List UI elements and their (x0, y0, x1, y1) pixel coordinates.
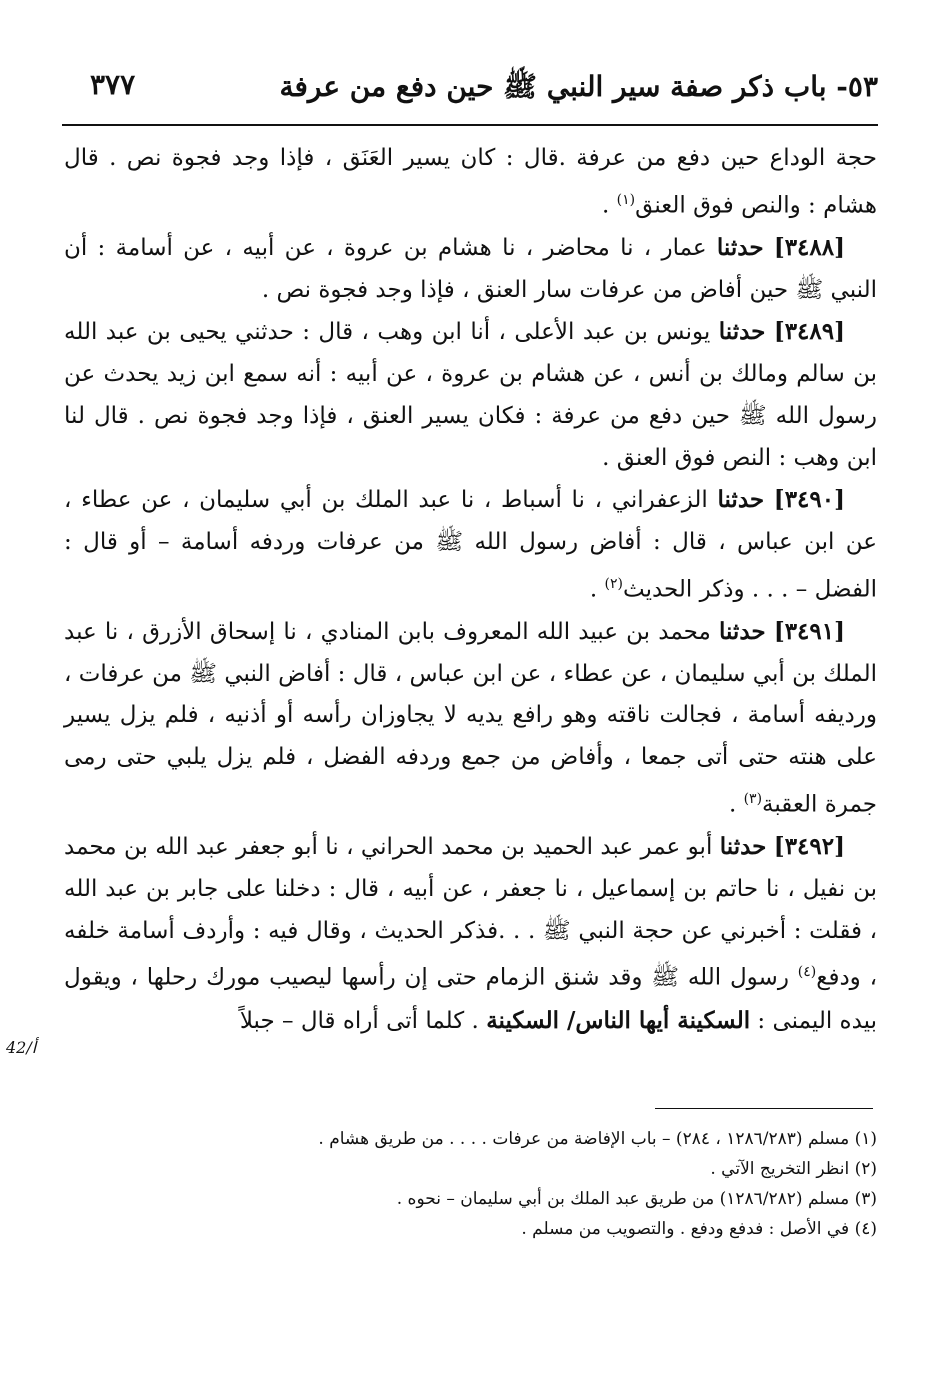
paragraph-text: حجة الوداع حين دفع من عرفة .قال : كان يسير العَنَق ، فإذا وجد فجوة نص . قال هشام : والنص فوق العنق (64, 145, 877, 219)
footnote-ref: (٢) (604, 575, 623, 592)
footnote-4: (٤) في الأصل : فدفع ودفع . والتصويب من مسلم . (521, 1219, 877, 1239)
hadith-3491 (64, 611, 877, 826)
footnote-ref: (٤) (797, 964, 817, 981)
footnote-ref: (١) (616, 191, 636, 208)
haddathana: حدثنا (718, 618, 766, 646)
haddathana: حدثنا (718, 318, 766, 346)
hadith-tail: . (589, 576, 605, 603)
hadith-number: [٣٤٨٨] (773, 234, 846, 262)
haddathana: حدثنا (717, 486, 765, 514)
footnote-1: (١) مسلم (١٢٨٦/٢٨٣ ، ٢٨٤) – باب الإفاضة من عرفات . . . . من طريق هشام . (318, 1129, 877, 1149)
haddathana: حدثنا (719, 833, 767, 861)
hadith-tail: . (728, 791, 744, 818)
hadith-number: [٣٤٩١] (773, 618, 846, 646)
paragraph-tail: . (602, 192, 617, 219)
hadith-number: [٣٤٨٩] (773, 318, 846, 346)
hadith-text: أبو عمر عبد الحميد بن محمد الحراني ، نا أبو جعفر عبد الله بن محمد بن نفيل ، نا حاتم بن إسماعيل ، نا جعفر ، عن أبيه ، قال : دخلنا على جابر بن عبد الله ، فقلت : أخبرني عن حجة النبي ﷺ . . .فذكر الحديث ، وقال فيه : وأردف أسامة خلفه ، ودفع (64, 834, 877, 991)
footnote-2: (٢) انظر التخريج الآتي . (710, 1159, 877, 1179)
paragraph-continuation (64, 138, 877, 227)
footnote-ref: (٣) (743, 790, 763, 807)
emphasized-quote: السكينة أيها الناس/ السكينة (486, 1006, 751, 1034)
hadith-3492 (64, 826, 877, 1042)
chapter-title: ٥٣- باب ذكر صفة سير النبي ﷺ حين دفع من عرفة (279, 70, 878, 103)
header-divider (62, 124, 878, 126)
hadith-text-end: . كلما أتى أراه قال – جبلاً (239, 1007, 487, 1034)
footnotes (64, 1124, 877, 1244)
manuscript-folio-note: 42/أ (6, 1038, 37, 1057)
main-text (64, 138, 877, 1042)
hadith-text: عمار ، نا محاضر ، نا هشام بن عروة ، عن أبيه ، عن أسامة : أن النبي ﷺ حين أفاض من عرفات سار العنق ، فإذا وجد فجوة نص . (64, 235, 877, 303)
hadith-3488 (64, 227, 877, 311)
page-header (90, 62, 878, 112)
footnote-3: (٣) مسلم (١٢٨٦/٢٨٢) من طريق عبد الملك بن أبي سليمان – نحوه . (396, 1189, 877, 1209)
footnote-divider (655, 1108, 873, 1109)
hadith-text: الزعفراني ، نا أسباط ، نا عبد الملك بن أبي سليمان ، عن عطاء ، عن ابن عباس ، قال : أفاض رسول الله ﷺ من عرفات وردفه أسامة – أو قال : الفضل – . . . وذكر الحديث (64, 487, 877, 603)
hadith-text: محمد بن عبيد الله المعروف بابن المنادي ، نا إسحاق الأزرق ، نا عبد الملك بن أبي سليمان ، عن عطاء ، عن ابن عباس ، قال : أفاض النبي ﷺ من عرفات ، ورديفه أسامة ، فجالت ناقته وهو رافع يديه لا يجاوزان رأسه أو أذنيه ، فلم يزل يسير على هنته حتى أتى جمعا ، وأفاض من جمع وردفه الفضل ، فلم يزل يلبي حتى رمى جمرة العقبة (64, 619, 878, 818)
hadith-3490 (64, 479, 877, 611)
hadith-3489 (64, 311, 877, 479)
hadith-text: يونس بن عبد الأعلى ، أنا ابن وهب ، قال : حدثني يحيى بن عبد الله بن سالم ومالك بن أنس ، عن هشام بن عروة ، عن أبيه : أنه سمع ابن زيد يحدث عن رسول الله ﷺ حين دفع من عرفة : فكان يسير العنق ، فإذا وجد فجوة نص . قال لنا ابن وهب : النص فوق العنق . (64, 319, 877, 471)
hadith-number: [٣٤٩٢] (773, 833, 845, 861)
hadith-text-continued: رسول الله ﷺ وقد شنق الزمام حتى إن رأسها ليصيب مورك رحلها ، ويقول بيده اليمنى : (64, 964, 877, 1034)
page-number: ٣٧٧ (90, 68, 136, 101)
haddathana: حدثنا (716, 234, 764, 262)
hadith-number: [٣٤٩٠] (773, 486, 845, 514)
